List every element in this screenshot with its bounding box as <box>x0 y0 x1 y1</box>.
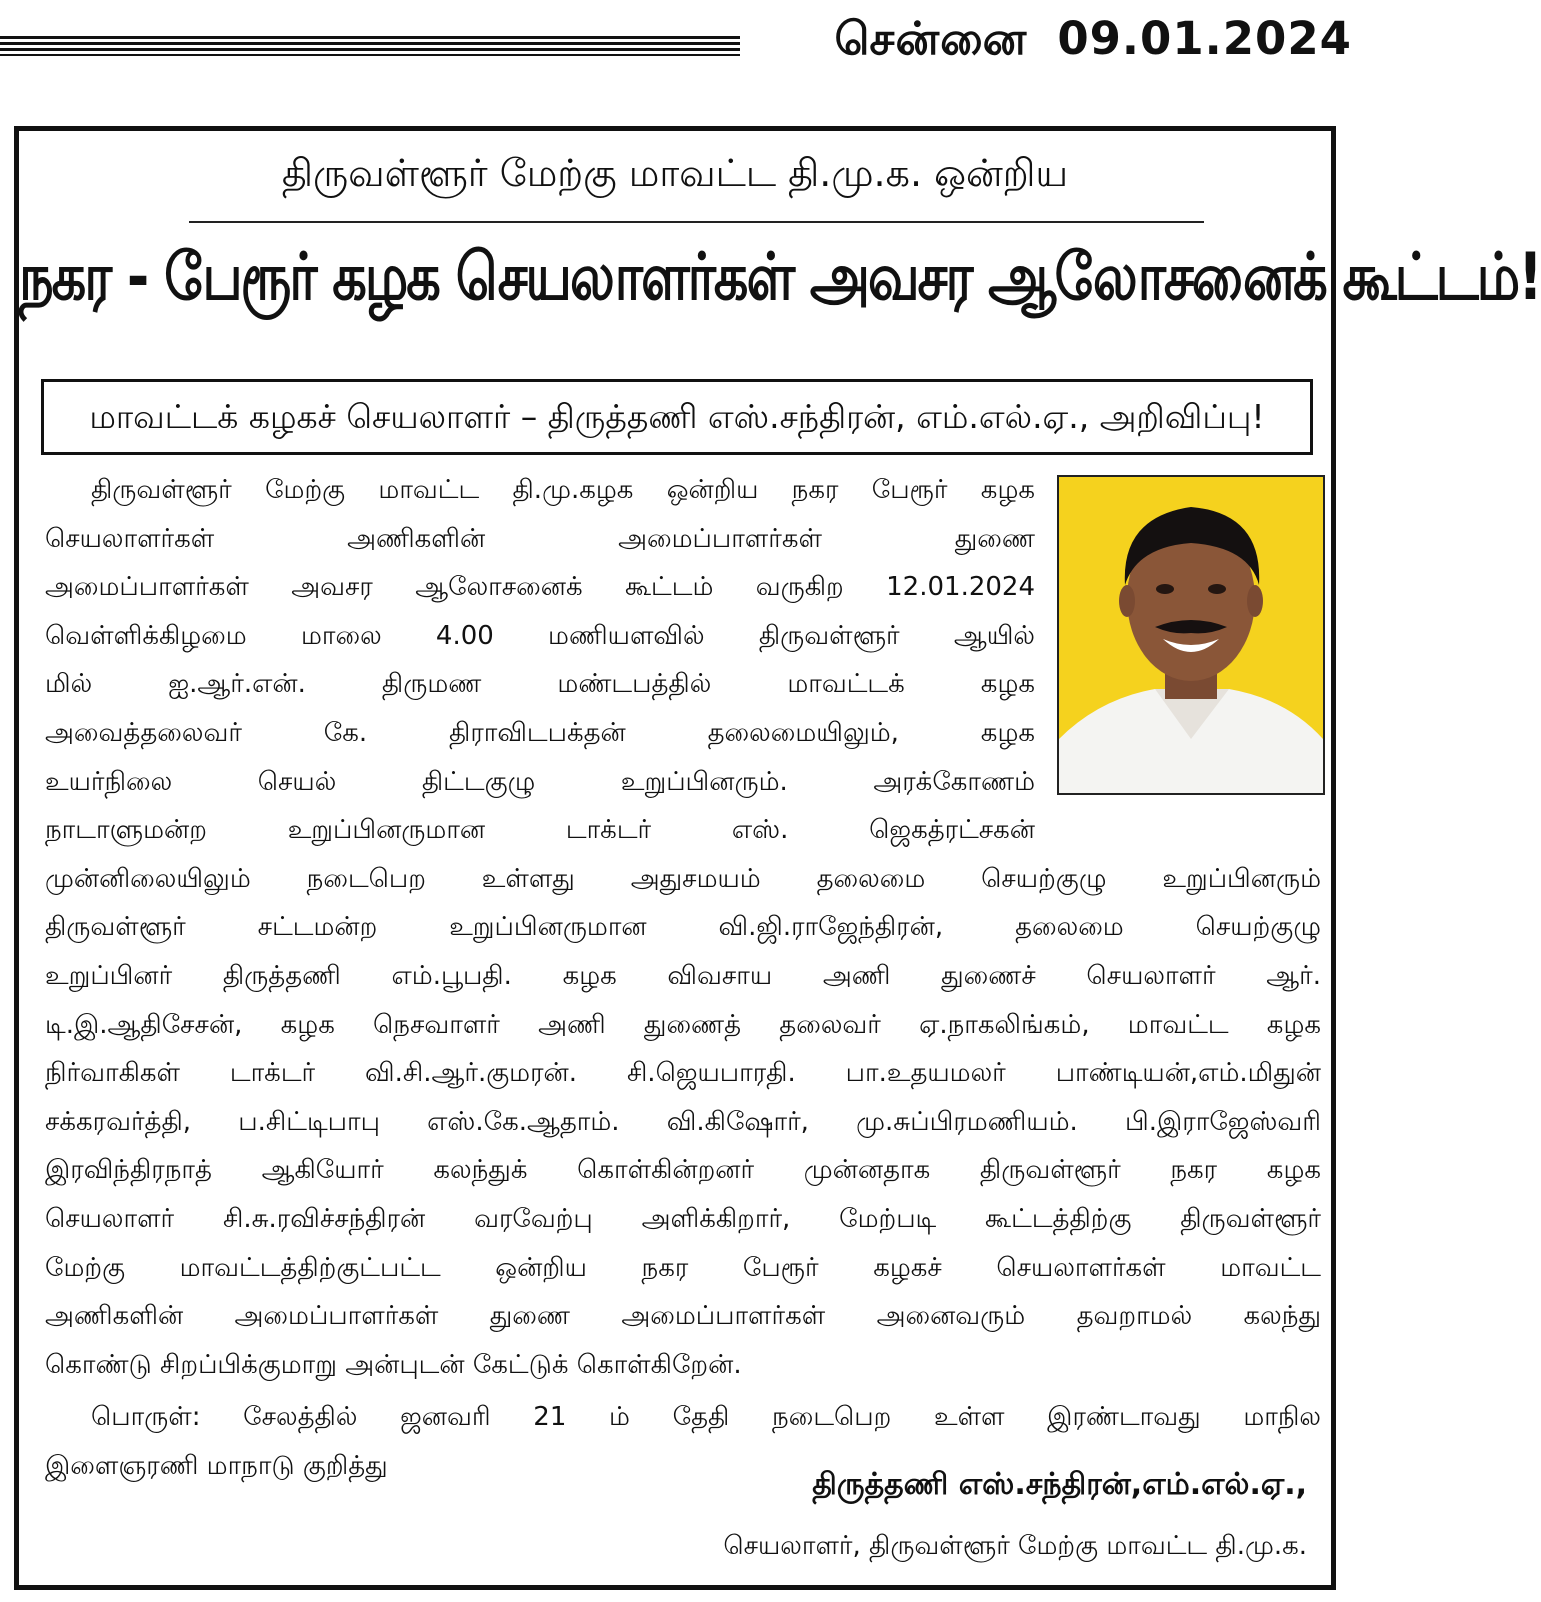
signature-role: செயலாளர், திருவள்ளூர் மேற்கு மாவட்ட தி.மு.க. <box>723 1531 1307 1561</box>
body-line: முன்னிலையிலும் நடைபெற உள்ளது அதுசமயம் தலைமை செயற்குழு உறுப்பினரும் <box>45 863 1321 894</box>
masthead-rules <box>0 36 740 56</box>
body-line: நாடாளுமன்ற உறுப்பினருமான டாக்டர் எஸ். ஜெகத்ரட்சகன் <box>45 815 1035 846</box>
body-line: இரவிந்திரநாத் ஆகியோர் கலந்துக் கொள்கின்றனர் முன்னதாக திருவள்ளூர் நகர கழக <box>45 1155 1321 1186</box>
masthead <box>0 0 1362 100</box>
subject-line: பொருள்: சேலத்தில் ஜனவரி 21 ம் தேதி நடைபெற உள்ள இரண்டாவது மாநில <box>91 1402 1321 1432</box>
body-line: சக்கரவர்த்தி, ப.சிட்டிபாபு எஸ்.கே.ஆதாம். வி.கிஷோர், மு.சுப்பிரமணியம். பி.இராஜேஸ்வரி <box>45 1106 1321 1137</box>
dateline <box>835 12 1353 71</box>
body-line: திருவள்ளூர் மேற்கு மாவட்ட தி.மு.கழக ஒன்றிய நகர பேரூர் கழக <box>91 475 1035 505</box>
news-article <box>14 126 1541 1590</box>
body-line: செயலாளர் சி.சு.ரவிச்சந்திரன் வரவேற்பு அளிக்கிறார், மேற்படி கூட்டத்திற்கு திருவள்ளூர் <box>45 1204 1321 1234</box>
signature-name: திருத்தணி எஸ்.சந்திரன்,எம்.எல்.ஏ., <box>812 1467 1307 1502</box>
body-line: கொண்டு சிறப்பிக்குமாறு அன்புடன் கேட்டுக் கொள்கிறேன். <box>45 1349 742 1380</box>
body-line: மேற்கு மாவட்டத்திற்குட்பட்ட ஒன்றிய நகர பேரூர் கழகச் செயலாளர்கள் மாவட்ட <box>45 1252 1321 1283</box>
body-line: திருவள்ளூர் சட்டமன்ற உறுப்பினருமான வி.ஜி.ராஜேந்திரன், தலைமை செயற்குழு <box>45 912 1321 943</box>
body-line: உயர்நிலை செயல் திட்டகுழு உறுப்பினரும். அரக்கோணம் <box>45 766 1035 797</box>
article-subhead: மாவட்டக் கழகச் செயலாளர் – திருத்தணி எஸ்.சந்திரன், எம்.எல்.ஏ., அறிவிப்பு! <box>41 379 1313 455</box>
article-headline: நகர - பேரூர் கழக செயலாளர்கள் அவசர ஆலோசனைக் கூட்டம்! <box>19 239 1541 315</box>
article-kicker: திருவள்ளூர் மேற்கு மாவட்ட தி.மு.க. ஒன்றிய <box>281 151 1069 195</box>
portrait-illustration <box>1059 477 1323 793</box>
body-line: வெள்ளிக்கிழமை மாலை 4.00 மணியளவில் திருவள்ளூர் ஆயில் <box>45 620 1035 651</box>
body-line: அணிகளின் அமைப்பாளர்கள் துணை அமைப்பாளர்கள் அனைவரும் தவறாமல் கலந்து <box>45 1301 1321 1332</box>
body-line: மில் ஐ.ஆர்.என். திருமண மண்டபத்தில் மாவட்டக் கழக <box>45 669 1035 700</box>
body-line: செயலாளர்கள் அணிகளின் அமைப்பாளர்கள் துணை <box>45 523 1035 554</box>
dateline-date: 09.01.2024 <box>1057 12 1352 65</box>
body-line: உறுப்பினர் திருத்தணி எம்.பூபதி. கழக விவசாய அணி துணைச் செயலாளர் ஆர். <box>45 961 1321 991</box>
portrait-photo <box>1057 475 1325 795</box>
subject-line: இளைஞரணி மாநாடு குறித்து <box>45 1450 388 1481</box>
kicker-underline <box>189 221 1204 223</box>
body-line: டி.இ.ஆதிசேசன், கழக நெசவாளர் அணி துணைத் தலைவர் ஏ.நாகலிங்கம், மாவட்ட கழக <box>45 1009 1321 1040</box>
dateline-place: சென்னை <box>834 12 1028 65</box>
body-line: அமைப்பாளர்கள் அவசர ஆலோசனைக் கூட்டம் வருகிற 12.01.2024 <box>45 572 1035 603</box>
body-line: அவைத்தலைவர் கே. திராவிடபக்தன் தலைமையிலும், கழக <box>45 718 1035 748</box>
body-line: நிர்வாகிகள் டாக்டர் வி.சி.ஆர்.குமரன். சி.ஜெயபாரதி. பா.உதயமலர் பாண்டியன்,எம்.மிதுன் <box>45 1058 1321 1089</box>
